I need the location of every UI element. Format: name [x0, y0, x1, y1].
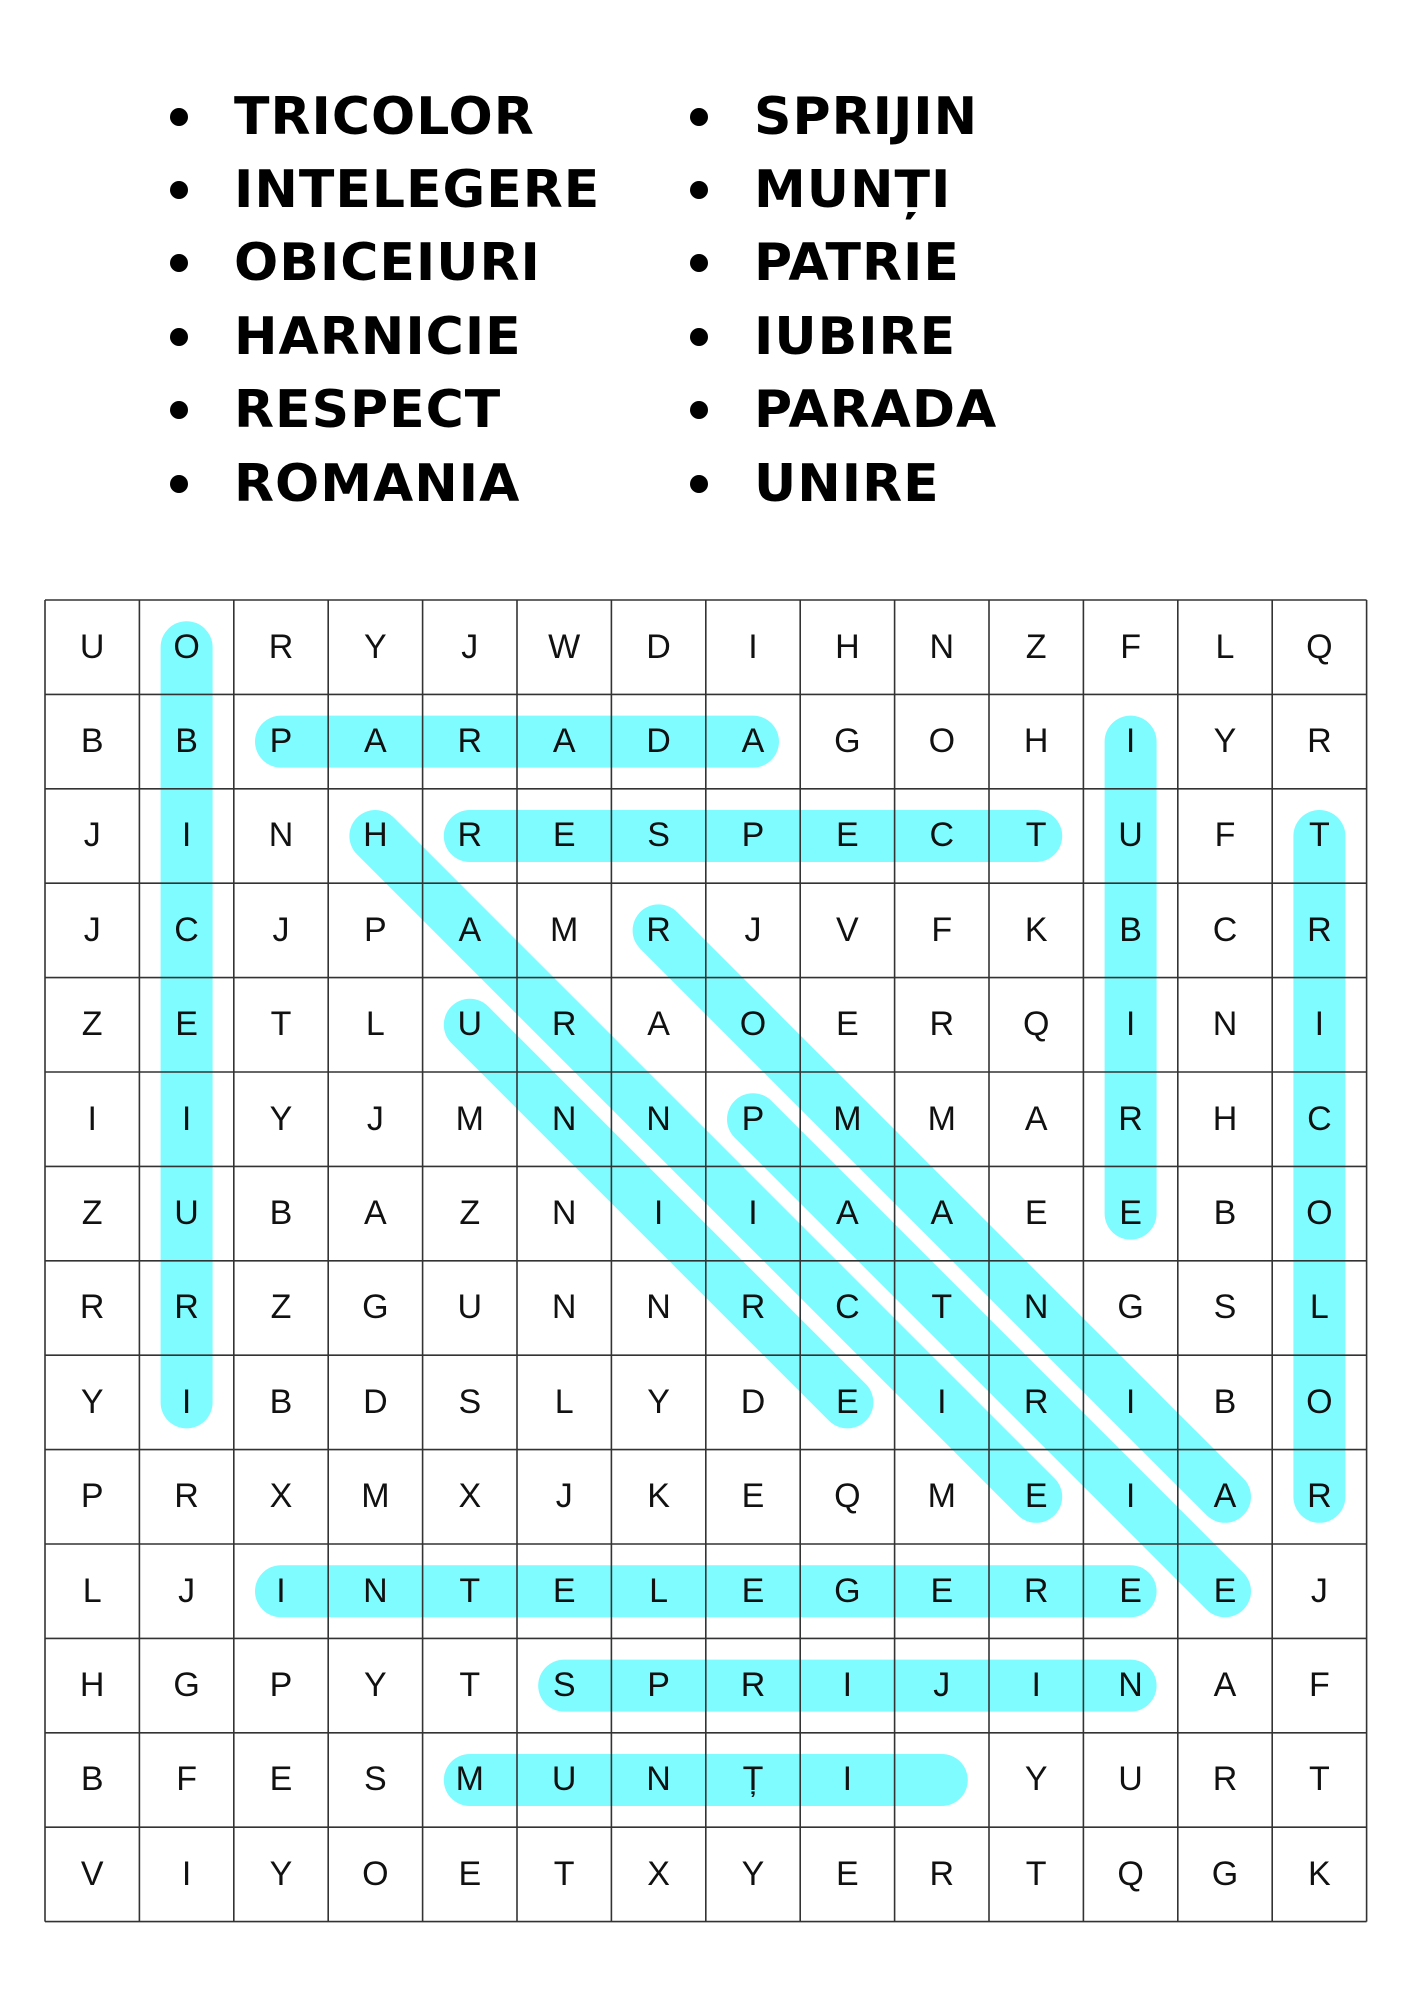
grid-cell[interactable]: X: [269, 1477, 293, 1516]
grid-cell[interactable]: Ț: [742, 1760, 764, 1799]
grid-cell[interactable]: J: [1310, 1571, 1328, 1610]
grid-lines: [45, 600, 1369, 1924]
bullet-icon: [170, 108, 188, 126]
grid-cell[interactable]: L: [365, 1005, 385, 1044]
grid-cell[interactable]: E: [269, 1760, 293, 1799]
grid-cell[interactable]: M: [927, 1099, 956, 1138]
bullet-icon: [690, 108, 708, 126]
word-list-item: [690, 153, 997, 226]
grid-cell[interactable]: I: [181, 816, 192, 855]
grid-cell[interactable]: Y: [269, 1854, 293, 1893]
grid-cell[interactable]: A: [458, 910, 482, 949]
grid-cell[interactable]: W: [548, 627, 581, 666]
grid-cell[interactable]: N: [268, 816, 294, 855]
grid-cell[interactable]: C: [174, 910, 199, 949]
word-list-item: [690, 227, 997, 300]
grid-cell[interactable]: S: [364, 1760, 387, 1799]
grid-cell[interactable]: Y: [741, 1854, 765, 1893]
word-search-puzzle: [45, 600, 1367, 1922]
grid-cell[interactable]: Z: [1025, 627, 1047, 666]
grid-cell[interactable]: K: [647, 1477, 670, 1516]
word-label: IUBIRE: [754, 306, 957, 367]
grid-cell[interactable]: S: [458, 1382, 482, 1421]
grid-cell[interactable]: L: [1309, 1288, 1329, 1327]
grid-cell[interactable]: B: [175, 722, 198, 761]
grid-cell[interactable]: H: [1023, 722, 1049, 761]
grid-cell[interactable]: Q: [1306, 627, 1333, 666]
grid-cell[interactable]: Z: [270, 1288, 292, 1327]
grid-cell[interactable]: U: [551, 1760, 577, 1799]
grid-cell[interactable]: G: [1211, 1854, 1239, 1893]
word-list-item: [170, 300, 600, 373]
grid-cell[interactable]: N: [1023, 1288, 1049, 1327]
word-list-item: [690, 447, 997, 520]
word-list-item: [170, 447, 600, 520]
grid-cell[interactable]: E: [458, 1854, 482, 1893]
grid-cell[interactable]: P: [269, 722, 293, 761]
grid-cell[interactable]: U: [174, 1194, 199, 1233]
grid-cell[interactable]: T: [1308, 816, 1330, 855]
grid-cell[interactable]: I: [1125, 1005, 1136, 1044]
grid-cell[interactable]: O: [1306, 1382, 1333, 1421]
grid-cell[interactable]: Y: [269, 1099, 293, 1138]
grid-cell[interactable]: R: [646, 910, 671, 949]
grid-cell[interactable]: G: [1117, 1288, 1144, 1327]
grid-cell[interactable]: S: [1213, 1288, 1237, 1327]
bullet-icon: [690, 181, 708, 199]
grid-cell[interactable]: R: [1212, 1760, 1238, 1799]
bullet-icon: [690, 254, 708, 272]
word-label: TRICOLOR: [234, 86, 535, 147]
grid-cell[interactable]: I: [842, 1760, 853, 1799]
bullet-icon: [170, 254, 188, 272]
word-list-item: [170, 227, 600, 300]
grid-cell[interactable]: Y: [364, 1666, 387, 1705]
grid-cell[interactable]: E: [836, 1854, 859, 1893]
grid-cell[interactable]: A: [1024, 1099, 1048, 1138]
word-list-right-column: [690, 80, 997, 520]
grid-cell[interactable]: Y: [1024, 1760, 1048, 1799]
grid-cell[interactable]: R: [174, 1288, 199, 1327]
grid-cell[interactable]: K: [1308, 1854, 1331, 1893]
grid-cell[interactable]: H: [79, 1666, 105, 1705]
grid-cell[interactable]: N: [551, 1099, 577, 1138]
grid-cell[interactable]: E: [1024, 1477, 1048, 1516]
grid-cell[interactable]: Z: [81, 1194, 103, 1233]
grid-cell[interactable]: U: [1118, 1760, 1143, 1799]
grid-cell[interactable]: P: [741, 1099, 765, 1138]
grid-cell[interactable]: G: [173, 1666, 200, 1705]
grid-cell[interactable]: N: [363, 1571, 388, 1610]
word-label: ROMANIA: [234, 453, 521, 514]
grid-cell[interactable]: I: [1125, 722, 1136, 761]
grid-cell[interactable]: E: [836, 1382, 859, 1421]
grid-cell[interactable]: R: [551, 1005, 577, 1044]
grid-cell[interactable]: I: [87, 1099, 97, 1138]
grid-cell[interactable]: N: [646, 1288, 671, 1327]
grid-cell[interactable]: J: [83, 816, 101, 855]
grid-cell[interactable]: R: [268, 627, 294, 666]
grid-cell[interactable]: C: [1307, 1099, 1332, 1138]
grid-cell[interactable]: E: [1213, 1571, 1237, 1610]
grid-cell[interactable]: R: [1023, 1571, 1049, 1610]
grid-cell[interactable]: P: [269, 1666, 293, 1705]
grid-cell[interactable]: Y: [1213, 722, 1237, 761]
grid-cell[interactable]: D: [646, 627, 671, 666]
grid-cell[interactable]: F: [176, 1760, 197, 1799]
grid-cell[interactable]: T: [553, 1854, 575, 1893]
grid-cell[interactable]: I: [276, 1571, 286, 1610]
word-list-item: [170, 80, 600, 153]
grid-cell[interactable]: O: [739, 1005, 767, 1044]
grid-cell[interactable]: J: [933, 1666, 951, 1705]
grid-cell[interactable]: I: [1314, 1005, 1325, 1044]
grid-cell[interactable]: N: [646, 1099, 671, 1138]
grid-cell[interactable]: N: [1118, 1666, 1143, 1705]
grid-cell[interactable]: U: [457, 1288, 483, 1327]
grid-cell[interactable]: E: [741, 1477, 765, 1516]
grid-cell[interactable]: L: [1215, 627, 1235, 666]
grid-cell[interactable]: Y: [364, 627, 387, 666]
grid-cell[interactable]: A: [836, 1194, 859, 1233]
grid-cell[interactable]: E: [175, 1005, 198, 1044]
grid-cell[interactable]: B: [269, 1382, 293, 1421]
grid-cell[interactable]: F: [1308, 1666, 1330, 1705]
grid-cell[interactable]: E: [930, 1571, 954, 1610]
grid-cell[interactable]: M: [550, 910, 579, 949]
bullet-icon: [170, 328, 188, 346]
grid-cell[interactable]: R: [740, 1288, 766, 1327]
grid-cell[interactable]: G: [362, 1288, 389, 1327]
grid-cell[interactable]: U: [457, 1005, 483, 1044]
grid-cell[interactable]: R: [79, 1288, 105, 1327]
grid-cell[interactable]: R: [1307, 1477, 1332, 1516]
grid-cell[interactable]: L: [649, 1571, 669, 1610]
grid-cell[interactable]: R: [1118, 1099, 1143, 1138]
grid-cell[interactable]: A: [552, 722, 576, 761]
bullet-icon: [690, 328, 708, 346]
word-label: OBICEIURI: [234, 233, 541, 294]
word-label: INTELEGERE: [234, 160, 601, 221]
grid-cell[interactable]: C: [929, 816, 955, 855]
grid-cell[interactable]: Q: [1117, 1854, 1144, 1893]
grid-cell[interactable]: I: [181, 1382, 192, 1421]
grid-cell[interactable]: X: [647, 1854, 670, 1893]
grid-cell[interactable]: M: [455, 1760, 484, 1799]
grid-cell[interactable]: I: [748, 627, 758, 666]
grid-cell[interactable]: E: [836, 816, 859, 855]
grid-cell[interactable]: D: [646, 722, 671, 761]
grid-cell[interactable]: A: [1213, 1666, 1237, 1705]
grid-cell[interactable]: T: [1025, 816, 1047, 855]
grid-cell[interactable]: M: [455, 1099, 484, 1138]
grid-cell[interactable]: J: [744, 910, 762, 949]
grid-cell[interactable]: E: [741, 1571, 765, 1610]
grid-cell[interactable]: J: [272, 910, 290, 949]
grid-cell[interactable]: F: [1120, 627, 1141, 666]
grid-cell[interactable]: R: [457, 816, 483, 855]
grid-cell[interactable]: H: [363, 816, 388, 855]
grid-cell[interactable]: R: [740, 1666, 766, 1705]
grid-cell[interactable]: R: [929, 1854, 955, 1893]
grid-cell[interactable]: R: [1307, 910, 1332, 949]
grid-cell[interactable]: S: [552, 1666, 576, 1705]
grid-cell[interactable]: B: [1119, 910, 1142, 949]
bullet-icon: [690, 475, 708, 493]
grid-cell[interactable]: N: [551, 1194, 577, 1233]
word-list-item: [690, 300, 997, 373]
grid-cell[interactable]: J: [461, 627, 479, 666]
grid-cell[interactable]: O: [928, 722, 956, 761]
grid-cell[interactable]: T: [459, 1666, 481, 1705]
grid-cell[interactable]: S: [647, 816, 670, 855]
word-label: PARADA: [754, 380, 998, 441]
grid-cell[interactable]: I: [1031, 1666, 1041, 1705]
grid-cell[interactable]: U: [79, 627, 105, 666]
word-list: [170, 80, 1070, 520]
grid-cell[interactable]: A: [364, 722, 387, 761]
grid-cell[interactable]: I: [748, 1194, 758, 1233]
grid-cell[interactable]: T: [1025, 1854, 1047, 1893]
grid-cell[interactable]: E: [1119, 1571, 1142, 1610]
word-label: UNIRE: [754, 453, 940, 514]
grid-cell[interactable]: B: [269, 1194, 293, 1233]
grid-cell[interactable]: N: [1212, 1005, 1238, 1044]
grid-cell[interactable]: R: [1023, 1382, 1049, 1421]
grid-cell[interactable]: M: [361, 1477, 390, 1516]
word-label: MUNȚI: [754, 160, 952, 221]
grid-cell[interactable]: D: [740, 1382, 766, 1421]
grid-cell[interactable]: R: [174, 1477, 199, 1516]
word-label: SPRIJIN: [754, 86, 979, 147]
grid-cell[interactable]: R: [457, 722, 483, 761]
word-label: PATRIE: [754, 233, 960, 294]
grid-cell[interactable]: Y: [80, 1382, 104, 1421]
grid-cell[interactable]: I: [1125, 1382, 1136, 1421]
grid-cell[interactable]: N: [929, 627, 955, 666]
grid-cell[interactable]: Y: [647, 1382, 670, 1421]
word-label: RESPECT: [234, 380, 502, 441]
grid-cell[interactable]: N: [646, 1760, 671, 1799]
grid-cell[interactable]: B: [80, 1760, 104, 1799]
bullet-icon: [170, 401, 188, 419]
grid-cell[interactable]: C: [835, 1288, 860, 1327]
grid-cell[interactable]: O: [1306, 1194, 1333, 1233]
grid-cell[interactable]: G: [834, 722, 861, 761]
grid-cell[interactable]: A: [647, 1005, 670, 1044]
grid-cell[interactable]: F: [931, 910, 953, 949]
word-list-left-column: [170, 80, 600, 520]
grid-cell[interactable]: I: [181, 1854, 192, 1893]
grid-cell[interactable]: T: [1308, 1760, 1330, 1799]
grid-cell[interactable]: A: [930, 1194, 954, 1233]
grid-cell[interactable]: O: [362, 1854, 389, 1893]
word-list-item: [170, 374, 600, 447]
grid-cell[interactable]: B: [1213, 1194, 1237, 1233]
grid-cell[interactable]: X: [458, 1477, 482, 1516]
grid-cell[interactable]: H: [835, 627, 860, 666]
word-list-item: [170, 153, 600, 226]
grid-cell[interactable]: B: [80, 722, 104, 761]
grid-cell[interactable]: R: [929, 1005, 955, 1044]
grid-cell[interactable]: P: [364, 910, 387, 949]
grid-cell[interactable]: T: [459, 1571, 481, 1610]
grid-cell[interactable]: T: [270, 1005, 292, 1044]
grid-cell[interactable]: E: [552, 1571, 576, 1610]
grid-cell[interactable]: Q: [1022, 1005, 1050, 1044]
grid-cell[interactable]: I: [937, 1382, 947, 1421]
grid-cell[interactable]: E: [552, 816, 576, 855]
grid-cell[interactable]: F: [1214, 816, 1236, 855]
grid-cell[interactable]: J: [366, 1099, 384, 1138]
grid-cell[interactable]: I: [181, 1099, 192, 1138]
grid-cell[interactable]: Z: [459, 1194, 481, 1233]
grid-cell[interactable]: E: [1024, 1194, 1048, 1233]
grid-cell[interactable]: A: [364, 1194, 387, 1233]
grid-cell[interactable]: G: [834, 1571, 861, 1610]
grid-cell[interactable]: D: [363, 1382, 388, 1421]
word-list-item: [690, 80, 997, 153]
grid-cell[interactable]: L: [82, 1571, 102, 1610]
grid-cell[interactable]: M: [927, 1477, 956, 1516]
grid-cell[interactable]: T: [931, 1288, 953, 1327]
grid-cell[interactable]: J: [83, 910, 101, 949]
grid-cell[interactable]: H: [1212, 1099, 1238, 1138]
grid-cell[interactable]: U: [1118, 816, 1143, 855]
grid-cell[interactable]: A: [741, 722, 765, 761]
grid-cell[interactable]: V: [836, 910, 859, 949]
word-list-item: [690, 374, 997, 447]
grid-cell[interactable]: I: [653, 1194, 664, 1233]
grid-cell[interactable]: A: [1213, 1477, 1237, 1516]
grid-cell[interactable]: O: [173, 627, 200, 666]
grid-cell[interactable]: C: [1212, 910, 1238, 949]
grid-cell[interactable]: I: [1125, 1477, 1136, 1516]
grid-cell[interactable]: N: [551, 1288, 577, 1327]
grid-cell[interactable]: R: [1307, 722, 1332, 761]
grid-cell[interactable]: K: [1024, 910, 1048, 949]
grid-cell[interactable]: V: [80, 1854, 104, 1893]
grid-cell[interactable]: L: [554, 1382, 574, 1421]
grid-cell[interactable]: B: [1213, 1382, 1237, 1421]
grid-cell[interactable]: P: [80, 1477, 104, 1516]
grid-cell[interactable]: P: [741, 816, 765, 855]
grid-cell[interactable]: E: [836, 1005, 859, 1044]
word-label: HARNICIE: [234, 306, 522, 367]
grid-cell[interactable]: M: [833, 1099, 862, 1138]
grid-cell[interactable]: J: [555, 1477, 573, 1516]
grid-cell[interactable]: P: [647, 1666, 670, 1705]
bullet-icon: [170, 475, 188, 493]
bullet-icon: [690, 401, 708, 419]
bullet-icon: [170, 181, 188, 199]
grid-cell[interactable]: I: [842, 1666, 853, 1705]
grid-cell[interactable]: Q: [834, 1477, 861, 1516]
grid-cell[interactable]: J: [178, 1571, 196, 1610]
grid-cell[interactable]: E: [1119, 1194, 1142, 1233]
grid-cell[interactable]: Z: [81, 1005, 103, 1044]
